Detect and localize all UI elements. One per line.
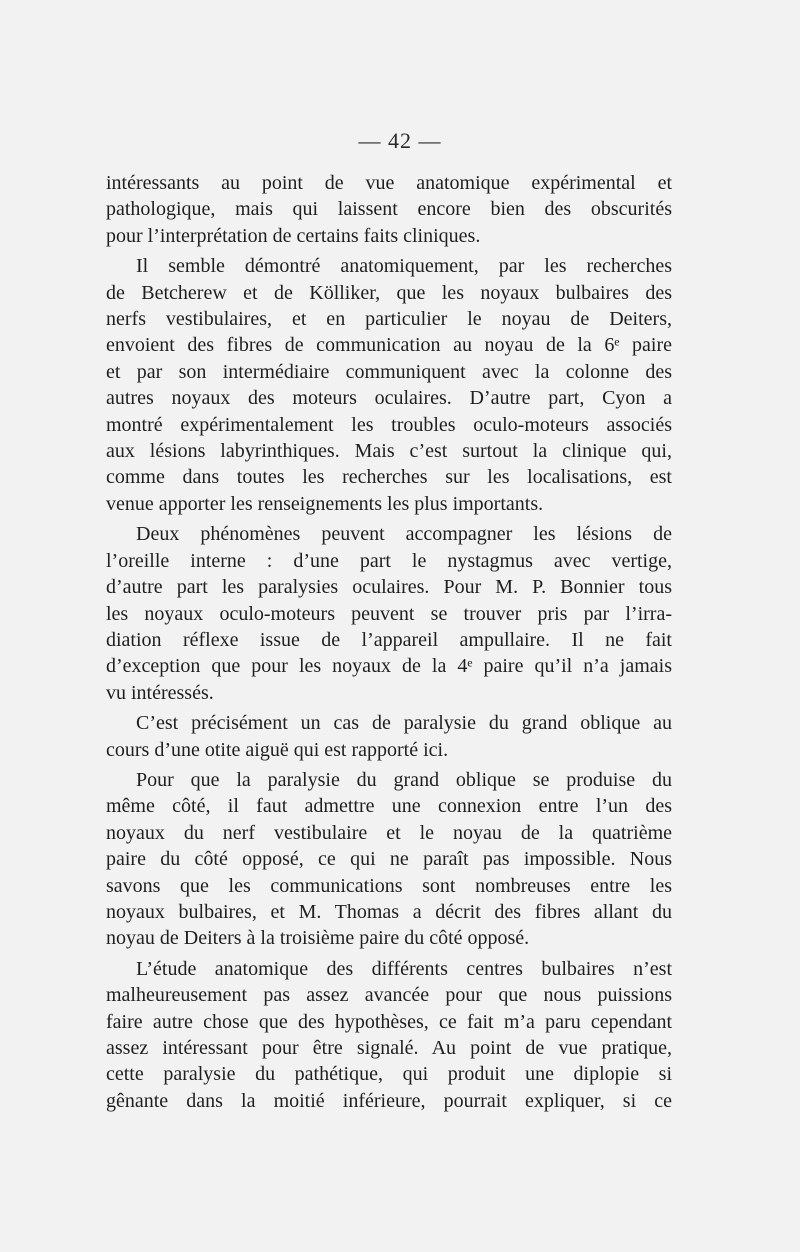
text-line: noyaux bulbaires, et M. Thomas a décrit des fibres allant du	[106, 900, 672, 923]
text-line: assez intéressant pour être signalé. Au point de vue pratique,	[106, 1037, 672, 1059]
text-line: l’oreille interne : d’une part le nystagmus avec vertige,	[106, 549, 672, 572]
paragraph-1	[106, 170, 672, 249]
text-line: intéressants au point de vue anatomique expérimental et	[106, 172, 672, 194]
paragraph-2	[106, 253, 672, 517]
text-line: de Betcherew et de Kölliker, que les noyaux bulbaires des	[106, 281, 672, 304]
text-line: envoient des fibres de communication au noyau de la 6ᵉ paire	[106, 334, 672, 357]
text-line: cours d’une otite aiguë qui est rapporté ici.	[106, 738, 449, 761]
text-line: d’exception que pour les noyaux de la 4ᵉ paire qu’il n’a jamais	[106, 655, 672, 678]
text-line: pathologique, mais qui laissent encore bien des obscurités	[106, 198, 672, 221]
text-line: d’autre part les paralysies oculaires. Pour M. P. Bonnier tous	[106, 576, 672, 599]
text-line: nerfs vestibulaires, et en particulier le noyau de Deiters,	[106, 308, 672, 331]
text-line: faire autre chose que des hypothèses, ce fait m’a paru cependant	[106, 1010, 672, 1033]
text-line: les noyaux oculo-moteurs peuvent se trouver pris par l’irra-	[106, 602, 672, 625]
text-line: montré expérimentalement les troubles oculo-moteurs associés	[106, 413, 672, 436]
paragraph-6	[106, 956, 672, 1114]
text-line: comme dans toutes les recherches sur les localisations, est	[106, 466, 672, 489]
text-line: noyaux du nerf vestibulaire et le noyau de la quatrième	[106, 821, 672, 844]
text-line: autres noyaux des moteurs oculaires. D’autre part, Cyon a	[106, 387, 672, 410]
text-line: Deux phénomènes peuvent accompagner les lésions de	[136, 523, 672, 546]
text-line: noyau de Deiters à la troisième paire du côté opposé.	[106, 927, 530, 950]
text-line: et par son intermédiaire communiquent avec la colonne des	[106, 360, 672, 383]
text-line: venue apporter les renseignements les plus importants.	[106, 492, 544, 515]
page-number: — 42 —	[358, 128, 442, 153]
text-line: vu intéressés.	[106, 681, 214, 704]
paragraph-4	[106, 710, 672, 763]
body-text	[106, 170, 672, 1118]
text-line: C’est précisément un cas de paralysie du grand oblique au	[136, 712, 672, 735]
text-line: même côté, il faut admettre une connexion entre l’un des	[106, 795, 672, 818]
text-line: Il semble démontré anatomiquement, par les recherches	[136, 255, 672, 278]
text-line: cette paralysie du pathétique, qui produit une diplopie si	[106, 1063, 672, 1086]
text-line: Pour que la paralysie du grand oblique se produise du	[136, 768, 672, 791]
paragraph-5	[106, 767, 672, 952]
text-line: aux lésions labyrinthiques. Mais c’est surtout la clinique qui,	[106, 440, 672, 463]
text-line: diation réflexe issue de l’appareil ampullaire. Il ne fait	[106, 628, 672, 651]
text-line: L’étude anatomique des différents centres bulbaires n’est	[136, 957, 672, 980]
text-line: savons que les communications sont nombreuses entre les	[106, 874, 672, 897]
paragraph-3	[106, 521, 672, 706]
text-line: malheureusement pas assez avancée pour que nous puissions	[106, 984, 672, 1007]
text-line: pour l’interprétation de certains faits cliniques.	[106, 224, 481, 247]
text-line: paire du côté opposé, ce qui ne paraît pas impossible. Nous	[106, 848, 672, 871]
text-line: gênante dans la moitié inférieure, pourrait expliquer, si ce	[106, 1089, 672, 1112]
